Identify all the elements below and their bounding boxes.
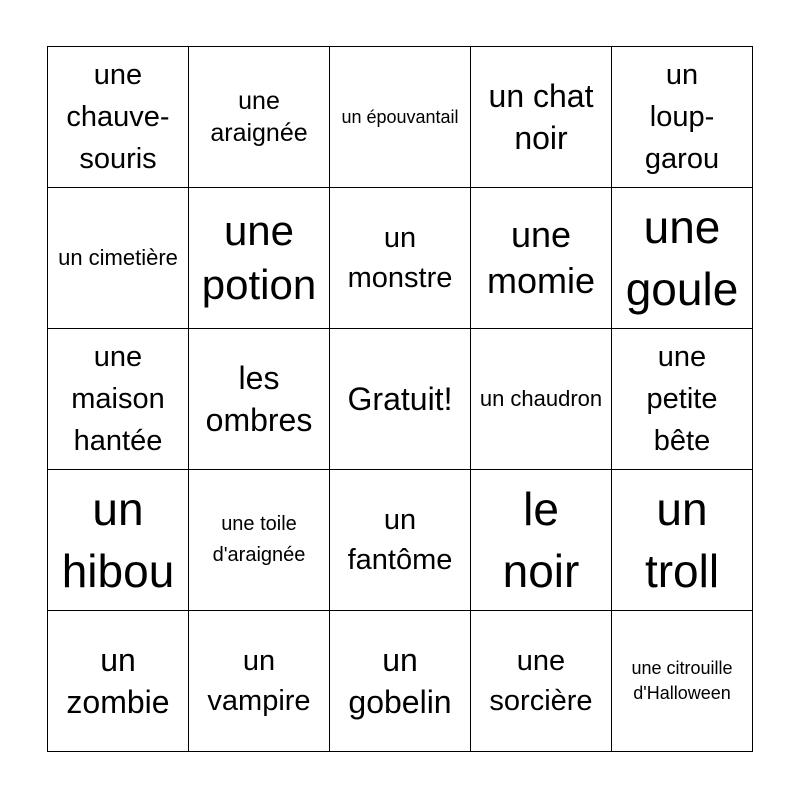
bingo-cell-5-4[interactable] [471,611,612,752]
cell-label: un cimetière [58,245,178,270]
cell-label: un gobelin [348,642,452,720]
cell-label: un fantôme [347,504,453,576]
bingo-cell-5-5[interactable] [612,611,753,752]
bingo-cell-4-3[interactable] [330,470,471,611]
bingo-cell-3-5[interactable] [612,329,753,470]
cell-label: une araignée [210,87,308,147]
bingo-cell-3-2[interactable] [189,329,330,470]
cell-label: un zombie [66,642,170,720]
bingo-cell-4-1[interactable] [48,470,189,611]
cell-label: une sorcière [489,645,593,717]
cell-label: une potion [201,207,317,308]
bingo-cell-4-2[interactable] [189,470,330,611]
cell-label: un vampire [207,645,311,717]
bingo-cell-1-2[interactable] [189,47,330,188]
cell-label: une chauve-souris [66,59,170,175]
bingo-cell-2-1[interactable] [48,188,189,329]
bingo-cell-2-5[interactable] [612,188,753,329]
bingo-cell-3-3[interactable] [330,329,471,470]
bingo-cell-1-3[interactable] [330,47,471,188]
bingo-cell-3-4[interactable] [471,329,612,470]
bingo-cell-5-1[interactable] [48,611,189,752]
cell-label: une maison hantée [71,341,165,457]
cell-label: une momie [486,214,596,301]
cell-label: un troll [644,483,720,597]
bingo-cell-5-3[interactable] [330,611,471,752]
cell-label: les ombres [205,360,313,438]
cell-label: le noir [502,483,580,597]
bingo-cell-1-4[interactable] [471,47,612,188]
cell-label: un hibou [61,483,175,597]
bingo-board [47,46,753,752]
bingo-cell-2-2[interactable] [189,188,330,329]
cell-label: une citrouille d'Halloween [631,658,733,703]
bingo-cell-1-5[interactable] [612,47,753,188]
free-space-label: Gratuit! [347,381,453,417]
cell-label: un chaudron [479,386,603,411]
cell-label: un épouvantail [341,107,459,127]
bingo-cell-4-5[interactable] [612,470,753,611]
cell-label: une toile d'araignée [212,513,306,566]
cell-label: une goule [625,201,739,315]
bingo-cell-2-4[interactable] [471,188,612,329]
bingo-cell-3-1[interactable] [48,329,189,470]
cell-label: un loup-garou [644,59,720,175]
bingo-cell-5-2[interactable] [189,611,330,752]
bingo-cell-1-1[interactable] [48,47,189,188]
cell-label: un chat noir [488,78,594,156]
bingo-cell-4-4[interactable] [471,470,612,611]
cell-label: une petite bête [646,341,718,457]
bingo-cell-2-3[interactable] [330,188,471,329]
cell-label: un monstre [347,222,453,294]
